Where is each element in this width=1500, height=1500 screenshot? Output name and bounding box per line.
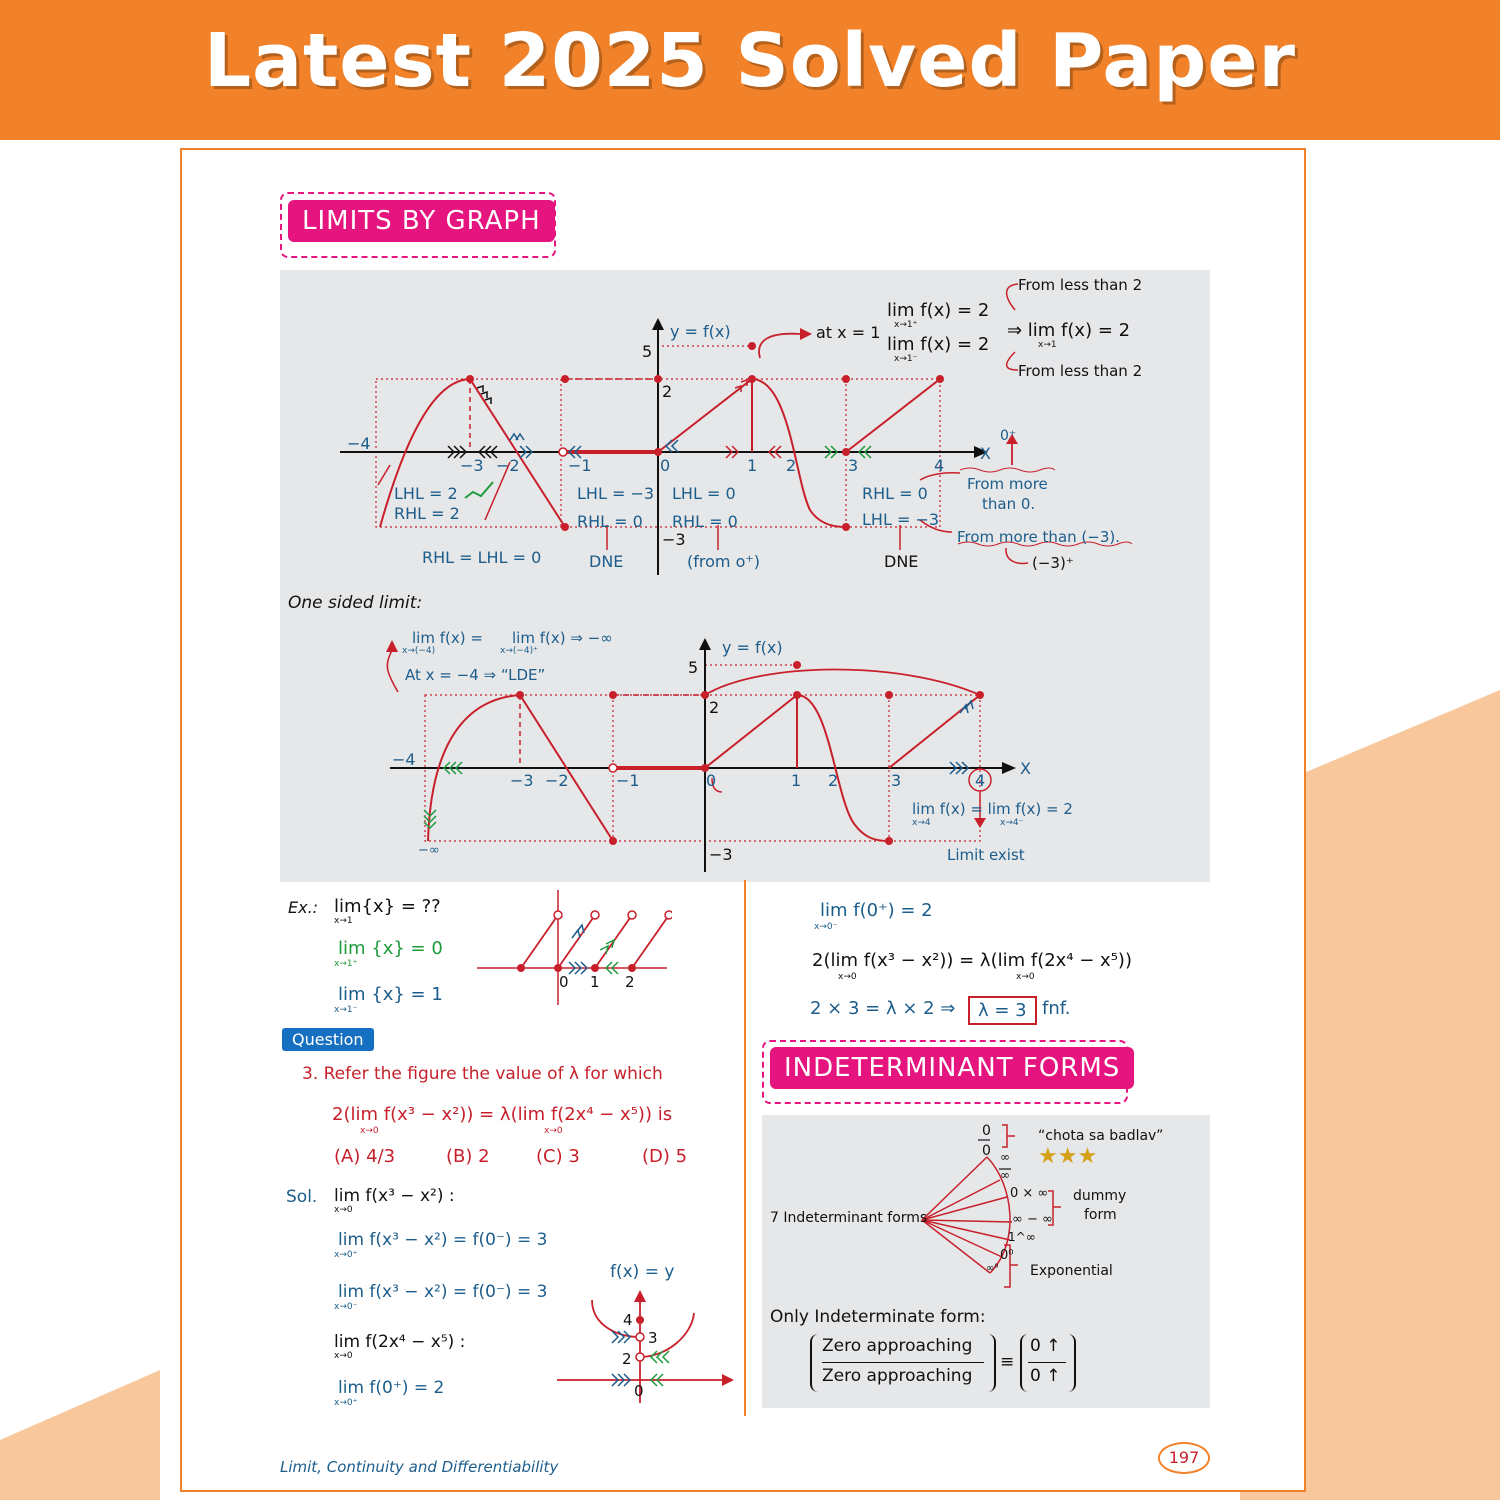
graph2-sub-4b: x→4⁻ xyxy=(1000,818,1024,828)
dummy-label: dummy xyxy=(1073,1188,1127,1204)
graph1-func-label: y = f(x) xyxy=(670,322,731,341)
graph2-y2: 2 xyxy=(709,698,720,717)
right-fnf: fnf. xyxy=(1042,998,1071,1019)
sol-graph-2: 2 xyxy=(622,1350,632,1368)
sol-graph-label: f(x) = y xyxy=(610,1262,675,1282)
o-up-den: 0 ↑ xyxy=(1030,1366,1061,1386)
graph2-xm4: −4 xyxy=(392,750,416,769)
example-label: Ex.: xyxy=(288,898,319,917)
right-sub-2a: x→0 xyxy=(838,972,857,982)
frac-00-num: 0 xyxy=(982,1123,991,1139)
at-x1-label: at x = 1 xyxy=(816,323,881,342)
right-sub-1: x→0⁻ xyxy=(814,922,838,932)
one-sided-sub-left: x→(−4) xyxy=(402,646,436,656)
footer-chapter: Limit, Continuity and Differentiability xyxy=(280,1458,559,1476)
lim-implies: ⇒ lim f(x) = 2 xyxy=(1007,320,1131,341)
option-a: (A) 4/3 xyxy=(334,1146,396,1167)
lhl-m1: LHL = −3 xyxy=(577,484,655,503)
fp-axis-0: 0 xyxy=(559,973,569,991)
example-sub-lhl: x→1⁻ xyxy=(334,1005,358,1015)
lim-rhs: lim f(x) = 2 xyxy=(887,300,990,321)
from-less-than-2-top: From less than 2 xyxy=(1018,276,1143,294)
sol-sub-4: x→0 xyxy=(334,1351,353,1361)
graph2-x-0: 0 xyxy=(706,771,717,790)
top-banner xyxy=(0,0,1500,140)
right-sub-2b: x→0 xyxy=(1016,972,1035,982)
answer-box: λ = 3 xyxy=(968,996,1037,1025)
one-sided-lim-right: lim f(x) ⇒ −∞ xyxy=(512,629,613,647)
right-line-1: lim f(0⁺) = 2 xyxy=(820,900,933,921)
than-o-label: than 0. xyxy=(982,495,1036,513)
one-sided-heading: One sided limit: xyxy=(288,593,423,613)
m3-plus: (−3)⁺ xyxy=(1032,554,1074,572)
sol-sub-3: x→0⁻ xyxy=(334,1302,358,1312)
example-lim-rhl: lim {x} = 0 xyxy=(338,938,443,959)
from-more-label: From more xyxy=(967,475,1048,493)
graph2-x-1: 1 xyxy=(791,771,802,790)
rhl-3: RHL = 0 xyxy=(862,484,928,503)
zero-approaching-den: Zero approaching xyxy=(822,1366,973,1386)
frac-ii-num: ∞ xyxy=(1000,1150,1010,1164)
question-equation: 2(lim f(x³ − x²)) = λ(lim f(2x⁴ − x⁵)) is xyxy=(332,1104,673,1125)
solution-graph xyxy=(552,1285,737,1405)
graph1-ym3: −3 xyxy=(662,530,686,549)
lim-lhs-sub: x→1⁻ xyxy=(894,354,918,364)
page-number: 197 xyxy=(1158,1442,1210,1474)
from-less-than-2-bottom: From less than 2 xyxy=(1018,362,1143,380)
o-up-num: 0 ↑ xyxy=(1030,1336,1061,1356)
lhl-m3: LHL = 2 xyxy=(394,484,458,503)
lim-implies-sub: x→1 xyxy=(1038,340,1057,350)
fp-axis-2: 2 xyxy=(625,973,635,991)
graph2-x-3: 3 xyxy=(891,771,902,790)
lhl-0: LHL = 0 xyxy=(672,484,736,503)
banner-title: Latest 2025 Solved Paper xyxy=(203,18,1297,104)
question-text: 3. Refer the figure the value of λ for which xyxy=(302,1064,663,1084)
rhl-0: RHL = 0 xyxy=(672,512,738,531)
graph1-x-1: 1 xyxy=(747,456,758,475)
equiv-sign: ≡ xyxy=(1000,1352,1015,1372)
graph2-x-m2: −2 xyxy=(545,771,569,790)
example-sub-q: x→1 xyxy=(334,916,353,926)
right-line-2: 2(lim f(x³ − x²)) = λ(lim f(2x⁴ − x⁵)) xyxy=(812,950,1132,971)
from-more-than-m3: From more than (−3). xyxy=(957,528,1120,546)
graph2-x-4: 4 xyxy=(975,771,986,790)
graph1-y2: 2 xyxy=(662,382,673,401)
graph2-x-2: 2 xyxy=(828,771,839,790)
option-d: (D) 5 xyxy=(642,1146,688,1167)
one-sided-lim-left: lim f(x) = xyxy=(412,629,483,647)
rhl-m1: RHL = 0 xyxy=(577,512,643,531)
graph2-minf: −∞ xyxy=(418,843,440,858)
fractional-part-graph xyxy=(472,890,672,1010)
question-badge: Question xyxy=(282,1028,374,1051)
form-label: form xyxy=(1084,1207,1117,1223)
example-sub-rhl: x→1⁺ xyxy=(334,959,358,969)
sol-graph-4: 4 xyxy=(623,1311,633,1329)
inf-minus-inf: ∞ − ∞ xyxy=(1012,1212,1053,1227)
column-divider xyxy=(744,880,746,1416)
graph1-xm4: −4 xyxy=(347,434,371,453)
only-indeterminate-form: Only Indeterminate form: xyxy=(770,1307,986,1327)
frac-00-den: 0 xyxy=(982,1143,991,1159)
fraction-line xyxy=(822,1362,984,1363)
lim-lhs: lim f(x) = 2 xyxy=(887,334,990,355)
sol-line-5: lim f(0⁺) = 2 xyxy=(338,1378,445,1398)
example-lim-q: lim{x} = ?? xyxy=(334,896,441,917)
frac-ii-den: ∞ xyxy=(1000,1168,1010,1182)
zero-approaching-num: Zero approaching xyxy=(822,1336,973,1356)
right-line-3: 2 × 3 = λ × 2 ⇒ xyxy=(810,998,956,1019)
dne-2: DNE xyxy=(884,552,919,571)
example-lim-lhl: lim {x} = 1 xyxy=(338,984,443,1005)
graph1-x-m2: −2 xyxy=(496,456,520,475)
graph1-x-0: 0 xyxy=(660,456,671,475)
fp-axis-1: 1 xyxy=(590,973,600,991)
sol-sub-5: x→0⁺ xyxy=(334,1398,358,1408)
graph2-ym3: −3 xyxy=(709,845,733,864)
seven-indeterminant-forms: 7 Indeterminant forms xyxy=(770,1210,928,1226)
from-o-plus: (from o⁺) xyxy=(687,552,761,571)
graph2-x-m1: −1 xyxy=(616,771,640,790)
graph2-lim-4: lim f(x) = lim f(x) = 2 xyxy=(912,800,1073,818)
graph2-sub-4a: x→4 xyxy=(912,818,931,828)
graph1-x-2: 2 xyxy=(786,456,797,475)
at-x-m4: At x = −4 ⇒ “LDE” xyxy=(405,666,546,684)
option-c: (C) 3 xyxy=(536,1146,580,1167)
question-sub-b: x→0 xyxy=(544,1126,563,1136)
zero-times-inf: 0 × ∞ xyxy=(1010,1186,1049,1201)
one-sided-sub-right: x→(−4)⁺ xyxy=(500,646,538,656)
question-sub-a: x→0 xyxy=(360,1126,379,1136)
graph2-x-m3: −3 xyxy=(510,771,534,790)
sol-line-2: lim f(x³ − x²) = f(0⁻) = 3 xyxy=(338,1230,548,1250)
graph1-x-axis: X xyxy=(980,444,991,463)
inf-pow-zero: ∞⁰ xyxy=(986,1263,999,1274)
sol-graph-0: 0 xyxy=(634,1382,644,1400)
o-plus-label: 0⁺ xyxy=(1000,428,1017,444)
document-page xyxy=(180,148,1306,1492)
graph1-x-3: 3 xyxy=(848,456,859,475)
graph2-x-axis: X xyxy=(1020,759,1031,778)
section-title-indeterminant-forms: INDETERMINANT FORMS xyxy=(770,1047,1134,1089)
sol-line-4: lim f(2x⁴ − x⁵) : xyxy=(334,1332,466,1352)
o-fraction-line xyxy=(1028,1362,1066,1363)
sol-sub-2: x→0⁺ xyxy=(334,1250,358,1260)
exponential-label: Exponential xyxy=(1030,1263,1113,1279)
limit-exist: Limit exist xyxy=(947,846,1025,864)
rhl-m3: RHL = 2 xyxy=(394,504,460,523)
sol-line-3: lim f(x³ − x²) = f(0⁻) = 3 xyxy=(338,1282,548,1302)
solution-label: Sol. xyxy=(286,1187,318,1207)
graph1-x-4: 4 xyxy=(934,456,945,475)
graph2-y5: 5 xyxy=(688,658,699,677)
graph1-x-m1: −1 xyxy=(568,456,592,475)
star-rating: ★★★ xyxy=(1038,1144,1098,1169)
sol-line-1: lim f(x³ − x²) : xyxy=(334,1186,455,1206)
section-title-limits-by-graph: LIMITS BY GRAPH xyxy=(288,200,555,242)
graph2-func-label: y = f(x) xyxy=(722,638,783,657)
dne-1: DNE xyxy=(589,552,624,571)
sol-sub-1: x→0 xyxy=(334,1205,353,1215)
graph1-x-m3: −3 xyxy=(460,456,484,475)
zero-pow-zero: 0⁰ xyxy=(1000,1248,1014,1263)
one-pow-inf: 1^∞ xyxy=(1008,1230,1036,1244)
rhl-lhl-0: RHL = LHL = 0 xyxy=(422,548,542,567)
chota-sa-badlav: “chota sa badlav” xyxy=(1038,1128,1164,1144)
lhl-3: LHL = −3 xyxy=(862,510,940,529)
sol-graph-3: 3 xyxy=(648,1329,658,1347)
lim-rhs-sub: x→1⁺ xyxy=(894,320,918,330)
graph1-y5: 5 xyxy=(642,342,653,361)
option-b: (B) 2 xyxy=(446,1146,490,1167)
